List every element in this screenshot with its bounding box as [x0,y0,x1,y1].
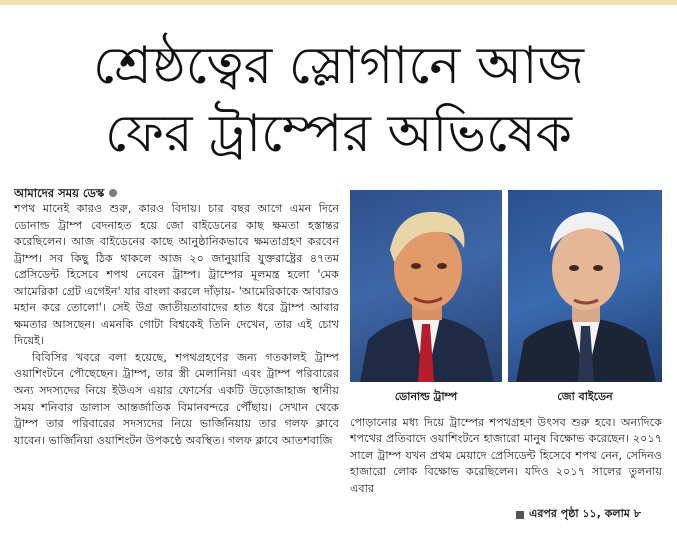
paragraph-3: পোড়ানোর মধ্য দিয়ে ট্রাম্পের শপথগ্রহণ উৎসব শুরু হবে। অন্যদিকে শপথের প্রতিবাদে ওয়াশিংটনে হাজারো মানুষ বিক্ষোভ করেছেন। ২০১৭ সালে ট্রাম্প যখন প্রথম মেয়াদে প্রেসিডেন্ট হিসেবে শপথ নেন, সেদিনও হাজারো লোক বিক্ষোভ করেছিলেন। যদিও ২০১৭ সালের তুলনায় এবার [350,416,662,495]
biden-photo [508,190,662,382]
headline-line-1: শ্রেষ্ঠত্বের স্লোগানে আজ [92,36,585,96]
biden-caption: জো বাইডেন [557,389,613,403]
headline-line-2: ফের ট্রাম্পের অভিষেক [104,104,573,164]
desk-byline [14,185,339,201]
bullet-dot-icon [109,189,117,197]
article-right-column [350,415,662,497]
headline [0,32,677,168]
continued-note [516,505,641,524]
trump-photo [350,190,502,382]
top-color-band [0,0,677,5]
desk-label: আমাদের সময় ডেস্ক [14,186,105,200]
continued-label: এরপর পৃষ্ঠা ১১, কলাম ৮ [529,507,641,520]
paragraph-2: বিবিসির খবরে বলা হয়েছে, শপথগ্রহণের জন্য গতকালই ট্রাম্প ওয়াশিংটনে পৌছেছেন। ট্রাম্প, তার স্ত্রী মেলানিয়া এবং ট্রাম্প পরিবারের অন্য সদস্যদের নিয়ে ইউএস এয়ার ফোর্সের একটি উড়োজাহাজ স্থানীয় সময় শনিবার ডালাস আন্তর্জাতিক বিমানবন্দরে পৌঁছায়। সেখান থেকে ট্রাম্প তার পরিবারের সদস্যদের নিয়ে ভার্জিনিয়ায় তার গলফ ক্লাবে যাবেন। ভার্জিনিয়া ওয়াশিংটন উপকণ্ঠে অবস্থিত। গলফ ক্লাবে আতশবাজি [14,350,339,447]
article-left-column [14,185,339,449]
trump-portrait-icon [350,190,502,382]
paragraph-1: শপথ মানেই কারও শুরু, কারও বিদায়। চার বছর আগে এমন দিনে ডোনাল্ড ট্রাম্প বেদনাহত হয়ে জো বাইডেনের কাছ ক্ষমতা হস্তান্তর করেছিলেন। আজ বাইডেনের কাছে আনুষ্ঠানিকভাবে ক্ষমতাগ্রহণ করবেন ট্রাম্প। সব কিছু ঠিক থাকলে আজ ২০ জানুয়ারি যুক্তরাষ্ট্রের ৪৭তম প্রেসিডেন্ট হিসেবে শপথ নেবেন ট্রাম্প। ট্রাম্পের মূলমন্ত্র হলো 'মেক আমেরিকা গ্রেট এগেইন' যার বাংলা করলে দাঁড়ায়- 'আমেরিকাকে আবারও মহান করে তোলো'। সেই উগ্র জাতীয়তাবাদের হাত ধরে ট্রাম্প আবার ক্ষমতার আসছেন। এমনকি গোটা বিশ্বকেই তিনি দেখেন, তার এই চোখ দিয়েই। [14,202,339,348]
square-bullet-icon [516,511,524,519]
biden-portrait-icon [508,190,662,382]
trump-caption: ডোনাল্ড ট্রাম্প [394,389,458,403]
